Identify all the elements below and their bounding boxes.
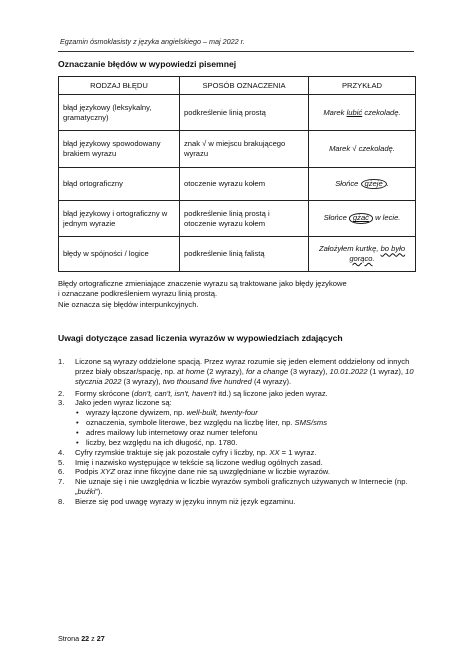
circled-underlined-word: gżać xyxy=(349,213,373,223)
rule-example: well-built, twenty-four xyxy=(186,408,258,418)
rule-item xyxy=(58,389,428,399)
rule-text: (3 wyrazy), xyxy=(288,366,330,376)
note-line: Błędy ortograficzne zmieniające znaczenie wyrazu są traktowane jako błędy językowe xyxy=(58,279,347,288)
note-paragraph xyxy=(58,279,347,310)
rule-example: XYZ xyxy=(100,467,116,477)
example-text: w lecie. xyxy=(372,213,401,223)
column-header: PRZYKŁAD xyxy=(309,77,416,95)
rule-text: wyrazy łączone dywizem, np. xyxy=(86,408,187,418)
table-row xyxy=(59,237,416,272)
sublist-item xyxy=(75,418,428,428)
rule-text: ”). xyxy=(95,487,103,497)
header-divider xyxy=(58,51,414,52)
rule-sublist xyxy=(75,408,428,447)
example-text: czekoladę. xyxy=(362,107,401,117)
example-text: Słońce xyxy=(323,213,349,223)
section-title-errors: Oznaczanie błędów w wypowiedzi pisemnej xyxy=(58,59,237,69)
error-marking-table xyxy=(58,76,416,272)
note-line: Nie oznacza się błędów interpunkcyjnych. xyxy=(58,299,199,309)
example-text: Słońce xyxy=(335,178,361,188)
table-row xyxy=(59,168,416,201)
rule-text: Imię i nazwisko występujące w tekście są liczone według ogólnych zasad. xyxy=(75,457,323,467)
rule-text: Formy skrócone ( xyxy=(75,388,135,398)
example-text: Marek √ czekoladę. xyxy=(329,144,395,154)
rule-example: for a change xyxy=(245,366,289,376)
rule-text: = 1 wyraz. xyxy=(279,447,317,457)
rule-example: 10.01.2022 xyxy=(329,366,368,376)
marking-method-cell: znak √ w miejscu brakującego wyrazu xyxy=(180,131,309,168)
rule-text: (3 wyrazy), xyxy=(121,376,163,386)
example-cell xyxy=(309,95,416,131)
rule-text: oznaczenia, symbole literowe, bez względu na liczbę liter, np. xyxy=(86,418,295,428)
table-row xyxy=(59,95,416,131)
sublist-item: • adres mailowy lub internetowy oraz numer telefonu xyxy=(75,428,428,438)
error-type-cell: błąd językowy (leksykalny, gramatyczny) xyxy=(59,95,180,131)
example-text: . xyxy=(372,254,375,263)
error-type-cell: błędy w spójności / logice xyxy=(59,237,180,272)
marking-method-cell: podkreślenie linią prostą xyxy=(180,95,309,131)
rule-example: at home xyxy=(177,366,205,376)
rule-text: Bierze się pod uwagę wyrazy w języku innym niż język egzaminu. xyxy=(75,497,296,507)
example-cell xyxy=(309,131,416,168)
table-row xyxy=(59,201,416,237)
example-text: Założyłem kurtkę, xyxy=(318,244,381,254)
rule-text: Cyfry rzymskie traktuje się jak pozostałe cyfry i liczby, np. xyxy=(75,447,270,457)
rule-text: Liczone są wyrazy oddzielone spacją. Przez wyraz rozumie się jeden element oddzielony od innych przez biały obszar/spację, np. xyxy=(75,357,410,376)
circled-word: gżeje xyxy=(361,179,387,189)
rule-number: 7. xyxy=(58,477,65,487)
column-header: RODZAJ BŁĘDU xyxy=(59,77,180,95)
sublist-item xyxy=(75,408,428,418)
example-cell xyxy=(309,237,416,272)
example-text: Marek xyxy=(323,107,347,117)
note-line: i oznaczane podkreśleniem wyrazu linią prostą. xyxy=(58,289,218,299)
error-type-cell: błąd językowy spowodowany brakiem wyrazu xyxy=(59,131,180,168)
rule-number: 2. xyxy=(58,388,65,398)
footer-separator: z xyxy=(89,634,97,643)
table-row xyxy=(59,131,416,168)
section-title-word-count: Uwagi dotyczące zasad liczenia wyrazów w wypowiedziach zdających xyxy=(58,333,343,343)
rule-number: 8. xyxy=(58,497,65,507)
rule-text: (1 wyraz), xyxy=(367,366,406,376)
rule-example: XX xyxy=(269,447,280,457)
rule-item xyxy=(58,448,428,458)
rule-item xyxy=(58,497,428,507)
marking-method-cell: podkreślenie linią falistą xyxy=(180,237,309,272)
example-cell xyxy=(309,201,416,237)
rule-text: oraz inne fikcyjne dane nie są uwzględniane w liczbie wyrazów. xyxy=(115,467,330,477)
column-header: SPOSÓB OZNACZENIA xyxy=(180,77,309,95)
rule-text: itd.) są liczone jako jeden wyraz. xyxy=(216,388,328,398)
error-type-cell: błąd ortograficzny xyxy=(59,168,180,201)
error-type-cell: błąd językowy i ortograficzny w jednym wyrazie xyxy=(59,201,180,237)
rule-text: Nie uznaje się i nie uwzględnia w liczbie wyrazów symboli graficznych używanych w Internecie (np. „ xyxy=(75,477,408,497)
page-total: 27 xyxy=(96,634,105,643)
example-cell xyxy=(309,168,416,201)
page-number: 22 xyxy=(81,634,90,643)
page-footer xyxy=(58,634,105,643)
underlined-word: lubić xyxy=(346,107,363,117)
table-header-row xyxy=(59,77,416,95)
rule-item xyxy=(58,357,428,387)
rule-example: SMS/sms xyxy=(294,418,328,428)
marking-method-cell: podkreślenie linią prostą i otoczenie wyrazu kołem xyxy=(180,201,309,237)
marking-method-cell: otoczenie wyrazu kołem xyxy=(180,168,309,201)
footer-label: Strona xyxy=(58,634,82,643)
wavy-underlined-phrase: bo było gorąco xyxy=(349,244,406,263)
example-text: . xyxy=(386,178,389,188)
word-count-rules xyxy=(58,357,428,507)
rule-text: (2 wyrazy), xyxy=(204,366,246,376)
rule-text: Jako jeden wyraz liczone są: xyxy=(75,398,172,408)
rule-example: 10 stycznia 2022 xyxy=(75,366,414,386)
rule-item xyxy=(58,458,428,468)
rule-example: two thousand five hundred xyxy=(162,376,252,386)
rule-number: 6. xyxy=(58,467,65,477)
rule-text: Podpis xyxy=(75,467,101,477)
sublist-item: • liczby, bez względu na ich długość, np. 1780. xyxy=(75,438,428,448)
rule-number: 3. xyxy=(58,398,65,408)
rule-number: 4. xyxy=(58,447,65,457)
rule-item xyxy=(58,398,428,447)
rule-number: 1. xyxy=(58,357,65,366)
rule-number: 5. xyxy=(58,457,65,467)
rule-text: (4 wyrazy). xyxy=(251,376,292,386)
rule-item xyxy=(58,477,428,497)
rule-example: buźki xyxy=(77,487,96,497)
rule-example: don't, can't, isn't, haven't xyxy=(134,388,217,398)
rule-item xyxy=(58,467,428,477)
page-header: Egzamin ósmoklasisty z języka angielskiego – maj 2022 r. xyxy=(60,37,245,46)
